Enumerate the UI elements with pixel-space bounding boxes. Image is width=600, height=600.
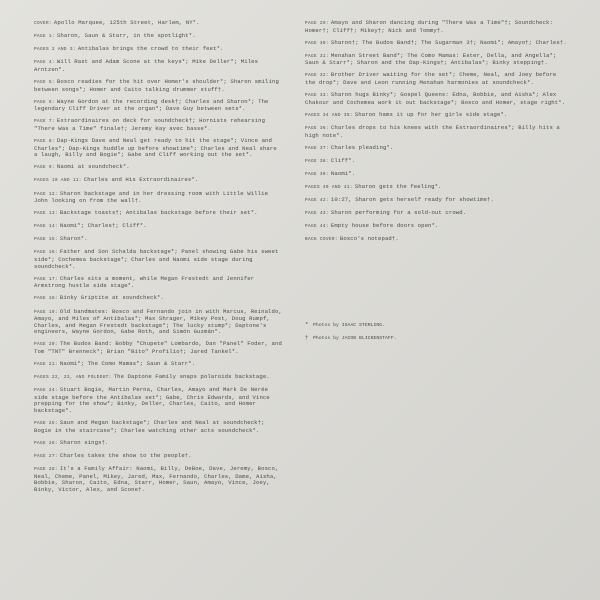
page-label: PAGES 40 AND 41: <box>305 184 353 190</box>
caption-entry <box>34 33 282 41</box>
caption-entry <box>34 20 282 28</box>
caption-entry <box>305 210 567 218</box>
caption-text: Sharon performing for a sold-out crowd. <box>330 209 467 217</box>
page-label: PAGE 1: <box>34 34 55 40</box>
caption-entry <box>34 236 282 244</box>
page-label: PAGE 18: <box>34 296 58 302</box>
caption-entry <box>305 236 567 244</box>
page-label: PAGE 12: <box>34 191 58 197</box>
caption-text: Brother Driver waiting for the set*; Cheme, Neal, and Joey before the drop*; Dave and Leon running Menahan harmonies at soundcheck*. <box>305 71 557 87</box>
credit-blickenstaff <box>305 335 567 343</box>
page-label: PAGE 44: <box>305 224 329 230</box>
caption-entry <box>34 164 282 172</box>
caption-text: Amayo and Sharon dancing during "There Was a Time"†; Soundcheck: Homer†; Cliff†; Mikey†; Nick and Tommy†. <box>305 19 553 34</box>
photo-credits <box>305 322 567 348</box>
page-label: PAGE 33: <box>305 93 329 99</box>
page-label: PAGES 34 AND 35: <box>305 112 353 118</box>
page-label: PAGE 27: <box>34 453 58 459</box>
caption-text: Naomi*; Charles†; Cliff*. <box>59 222 147 230</box>
page-label: PAGE 9: <box>34 165 55 171</box>
page-label: PAGE 16: <box>34 250 58 256</box>
page-label: PAGE 8: <box>34 139 55 145</box>
caption-text: Stuart Bogie, Martin Perna, Charles, Amayo and Mark De Nerée side stage before the Antibalas set*; Gabe, Chris Edwards, and Vince prepping for the show*; Binky, Deller, Charles, Caito, and Homer backstage*. <box>34 386 270 415</box>
page-label: PAGE 24: <box>34 388 58 394</box>
page-label: PAGE 37: <box>305 145 329 151</box>
credit-sterling <box>305 322 567 330</box>
caption-text: Naomi*; The Como Mamas*; Saun & Starr*. <box>59 360 196 368</box>
caption-entry <box>34 79 282 93</box>
caption-entry <box>34 276 282 290</box>
caption-entry <box>305 53 567 67</box>
caption-text: Naomi*. <box>330 169 356 177</box>
page-label: PAGE 21: <box>34 362 58 368</box>
caption-text: Saun and Megan backstage*; Charles and Neal at soundcheck†; Bogie in the staircase*; Charles watching other acts soundcheck*. <box>34 419 265 434</box>
caption-text: Empty house before doors open*. <box>330 222 439 230</box>
page-label: PAGE 36: <box>305 125 329 131</box>
caption-entry <box>305 20 567 34</box>
caption-entry <box>34 138 282 159</box>
caption-entry <box>34 341 282 355</box>
caption-entry <box>34 374 282 382</box>
caption-entry <box>34 361 282 369</box>
caption-entry <box>305 125 567 139</box>
caption-text: Father and Son Schalda backstage*; Panel showing Gabe his sweet side*; Cochemea backstage*; Charles and Naomi side stage during soundcheck*. <box>34 248 279 270</box>
caption-entry <box>34 249 282 270</box>
caption-entry <box>305 158 567 166</box>
caption-entry <box>305 223 567 231</box>
caption-text: Charles sits a moment, while Megan Frestedt and Jennifer Armstrong hustle side stage*. <box>34 274 255 290</box>
caption-text: Cliff*. <box>330 156 356 164</box>
page-label: PAGE 20: <box>34 342 58 348</box>
caption-text: Sharon*. <box>59 235 88 243</box>
caption-text: Bosco's notepad†. <box>339 235 399 243</box>
page-label: PAGE 42: <box>305 198 329 203</box>
caption-text: The Budos Band: Bobby "Chupete" Lombardo, Dan "Panel" Foder, and Tom "TNT" Brenneck*; Brian "Bito" Profilio†; Jared Tankel*. <box>34 340 282 355</box>
page-label: PAGE 17: <box>34 276 58 282</box>
caption-entry <box>34 309 282 336</box>
page-label: PAGES 10 AND 11: <box>34 178 82 184</box>
page-label: PAGE 30: <box>305 40 329 46</box>
page-label: PAGE 5: <box>34 79 55 85</box>
page-label: PAGE 4: <box>34 60 55 66</box>
caption-entry <box>34 118 282 132</box>
page-label: PAGE 38: <box>305 158 329 164</box>
caption-text: 10:27, Sharon gets herself ready for showtime†. <box>330 196 494 203</box>
page-label: PAGE 6: <box>34 99 55 105</box>
left-column <box>34 20 282 499</box>
caption-text: Sharon sings†. <box>59 438 109 446</box>
caption-entry <box>34 453 282 461</box>
page-label: PAGE 13: <box>34 211 58 217</box>
caption-entry <box>34 387 282 414</box>
page-label: PAGE 32: <box>305 73 329 79</box>
caption-entry <box>34 295 282 303</box>
caption-text: Backstage toasts†; Antibalas backstage before their set*. <box>59 209 258 217</box>
caption-text: Apollo Marquee, 125th Street, Harlem, NY*. <box>53 19 200 26</box>
credit-text: Photos by ISAAC STERLING. <box>313 323 385 328</box>
caption-entry <box>305 40 567 48</box>
caption-entry <box>34 440 282 448</box>
caption-entry <box>34 466 282 493</box>
credit-symbol: * <box>305 321 309 328</box>
caption-entry <box>34 191 282 205</box>
caption-text: Sharon hugs Binky*; Gospel Queens: Edna, Bobbie, and Aisha*; Alex Chakour and Cochemea work it out backstage*; Bosco and Homer, stage right*. <box>305 91 566 106</box>
caption-entry <box>34 420 282 434</box>
caption-entry <box>34 46 282 54</box>
caption-text: It's a Family Affair: Naomi, Billy, DeBoe, Dave, Jeremy, Bosco, Neal, Cheme, Panel, Mikey, Jared, Max, Fernando, Charles, Dame, Aisha, Bobbie, Sharon, Caito, Edna, Starr, Homer, Saun, Amayo, Vince, Joey, Binky, Victor, Alex, and Scone†. <box>34 465 279 493</box>
caption-entry <box>305 92 567 106</box>
caption-text: Will Rast and Adam Scone at the keys*; Mike Deller*; Miles Arntzen*. <box>34 58 259 73</box>
page-label: BACK COVER: <box>305 237 338 243</box>
caption-entry <box>305 145 567 153</box>
caption-entry <box>305 197 567 205</box>
caption-entry <box>305 72 567 86</box>
caption-text: Sharon gets the feeling*. <box>354 182 442 190</box>
caption-text: Dap-Kings Dave and Neal get ready to hit the stage*; Vince and Charles*; Dap-Kings huddle up before showtime*; Charles and Neal share a laugh, Billy and Bogie*; Gabe and Cliff working out the set*. <box>34 137 277 159</box>
page-label: PAGE 19: <box>34 309 58 315</box>
page-label: PAGE 39: <box>305 171 329 177</box>
caption-text: Charles and His Extraordinaires*. <box>83 176 199 184</box>
page-label: PAGE 26: <box>34 440 58 446</box>
caption-text: Sharon, Saun & Starr, in the spotlight*. <box>56 32 196 40</box>
caption-text: Menahan Street Band*; The Como Mamas: Ester, Della, and Angella*; Saun & Starr*; Sharon and the Dap-Kings†; Antibalas*; Binky stepping†. <box>305 51 557 67</box>
caption-entry <box>34 99 282 113</box>
page-label: PAGE 31: <box>305 53 329 59</box>
caption-text: Extraordinaires on deck for soundcheck†; Hornists rehearsing "There Was a Time" finale†; Jeremy Kay avec basse*. <box>34 117 266 132</box>
page-label: PAGE 28: <box>34 467 58 473</box>
caption-text: Sharon backstage and in her dressing room with Little Willie John looking on from the wall†. <box>34 189 269 205</box>
credit-symbol: † <box>305 334 309 342</box>
page-label: PAGE 7: <box>34 119 55 125</box>
caption-text: Bosco readies for the hit over Homer's shoulder*; Sharon smiling between songs*; Homer and Caito talking drummer stuff†. <box>34 77 279 93</box>
caption-text: Charles drops to his knees with the Extraordinaires*; Billy hits a high note*. <box>305 123 560 139</box>
caption-text: Wayne Gordon at the recording desk†; Charles and Sharon*; The legendary Cliff Driver at the organ*; Dave Guy between sets*. <box>34 97 269 113</box>
caption-entry <box>34 177 282 185</box>
page-label: PAGES 22, 23, AND FOLDOUT: <box>34 375 112 381</box>
page-label: COVER: <box>34 21 52 26</box>
caption-text: Binky Griptite at soundcheck*. <box>59 294 164 302</box>
page-label: PAGE 25: <box>34 421 58 427</box>
caption-entry <box>305 184 567 192</box>
caption-entry <box>34 223 282 231</box>
page-label: PAGE 43: <box>305 211 329 217</box>
page-label: PAGE 15: <box>34 237 58 243</box>
caption-text: Sharon†; The Budos Band†; The Sugarman 3†; Naomi*; Amayo†; Charles†. <box>330 38 567 46</box>
page-label: PAGES 2 AND 3: <box>34 47 76 53</box>
credit-text: Photos by JACOB BLICKENSTAFF. <box>313 336 397 342</box>
caption-entry <box>305 112 567 120</box>
caption-entry <box>305 171 567 179</box>
caption-text: Sharon hams it up for her girls side stage*. <box>354 110 508 118</box>
caption-text: Naomi at soundcheck*. <box>56 163 130 171</box>
caption-text: Antibalas brings the crowd to their feet*. <box>77 45 224 53</box>
caption-entry <box>34 210 282 218</box>
caption-text: Charles pleading*. <box>330 143 394 151</box>
page-label: PAGE 29: <box>305 21 329 26</box>
page-label: PAGE 14: <box>34 224 58 230</box>
caption-text: The Daptone Family snaps polaroids backstage. <box>113 373 270 381</box>
caption-text: Old bandmates: Bosco and Fernando join in with Marcus, Reinaldo, Amayo, and Miles of Antibalas*; Max Shrager, Mikey Post, Doug Rumpf, Charles, and Megan Frestedt backstage*; The lucky stump*; Daptone's engineers, Wayne Gordon, Gabe Roth, and Simón Guzmán*. <box>34 307 282 336</box>
right-column <box>305 20 567 249</box>
caption-text: Charles takes the show to the people†. <box>59 451 192 459</box>
caption-entry <box>34 59 282 73</box>
